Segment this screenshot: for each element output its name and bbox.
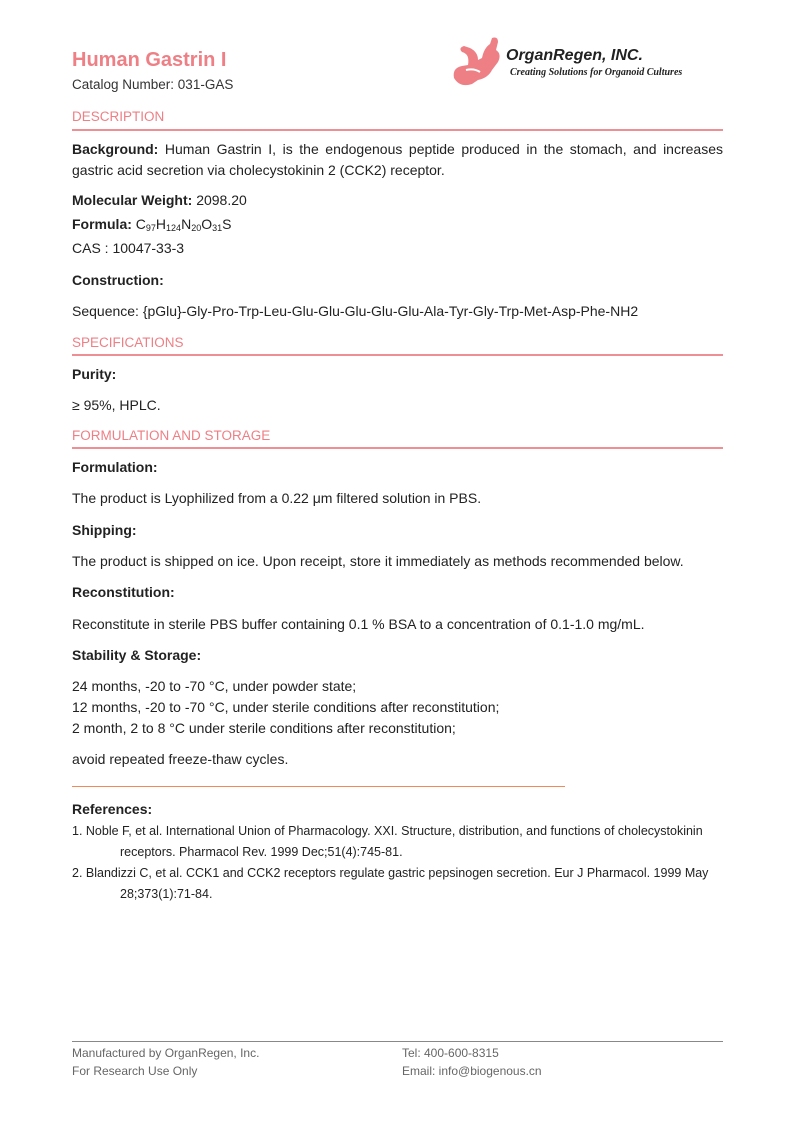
stability-line: 2 month, 2 to 8 °C under sterile conditions after reconstitution; bbox=[72, 720, 456, 736]
sequence: Sequence: {pGlu}-Gly-Pro-Trp-Leu-Glu-Glu-Glu-Glu-Glu-Ala-Tyr-Gly-Trp-Met-Asp-Phe-NH2 bbox=[72, 303, 639, 319]
section-heading-specifications: SPECIFICATIONS bbox=[72, 335, 184, 350]
company-logo bbox=[448, 34, 728, 90]
background-paragraph bbox=[72, 139, 723, 181]
background-text: Human Gastrin I, is the endogenous peptide produced in the stomach, and increases gastric acid secretion via cholecystokinin 2 (CCK2) receptor. bbox=[72, 141, 723, 178]
purity-label: Purity: bbox=[72, 366, 117, 382]
product-title: Human Gastrin I bbox=[72, 49, 227, 71]
section-divider bbox=[72, 447, 723, 449]
formula bbox=[72, 214, 723, 235]
construction-label: Construction: bbox=[72, 272, 164, 288]
stability-line: 24 months, -20 to -70 °C, under powder state; bbox=[72, 678, 357, 694]
footer-divider bbox=[72, 1041, 723, 1042]
section-divider bbox=[72, 129, 723, 131]
background-label: Background: bbox=[72, 141, 159, 157]
formulation-text: The product is Lyophilized from a 0.22 μm filtered solution in PBS. bbox=[72, 490, 482, 506]
section-heading-description: DESCRIPTION bbox=[72, 109, 165, 124]
footer-email[interactable]: Email: info@biogenous.cn bbox=[402, 1064, 542, 1078]
purity-value: ≥ 95%, HPLC. bbox=[72, 397, 161, 413]
footer-research-only: For Research Use Only bbox=[72, 1064, 198, 1078]
cas-number: CAS : 10047-33-3 bbox=[72, 240, 185, 256]
reference-item: 1. Noble F, et al. International Union of Pharmacology. XXI. Structure, distribution, and functions of cholecystokinin receptors. Pharmacol Rev. 1999 Dec;51(4):745-81. bbox=[72, 824, 703, 859]
molecular-weight bbox=[72, 190, 723, 211]
stability-note: avoid repeated freeze-thaw cycles. bbox=[72, 751, 289, 767]
footer-left bbox=[72, 1044, 259, 1080]
company-tagline: Creating Solutions for Organoid Cultures bbox=[510, 67, 683, 78]
references-divider bbox=[72, 786, 565, 787]
formulation-label: Formulation: bbox=[72, 459, 158, 475]
reconstitution-label: Reconstitution: bbox=[72, 584, 175, 600]
shipping-label: Shipping: bbox=[72, 522, 137, 538]
formula-value: $C_{97}H_{124}N_{20}O_{31}S$ bbox=[135, 216, 232, 233]
reference-item: 2. Blandizzi C, et al. CCK1 and CCK2 receptors regulate gastric pepsinogen secretion. Eur J Pharmacol. 1999 May 28;373(1):71-84. bbox=[72, 866, 709, 901]
formula-label: Formula: bbox=[72, 216, 132, 232]
footer-tel: Tel: 400-600-8315 bbox=[402, 1046, 499, 1060]
molecular-weight-value: 2098.20 bbox=[192, 192, 247, 208]
references-heading: References: bbox=[72, 801, 153, 817]
company-name: OrganRegen, INC. bbox=[506, 47, 643, 64]
catalog-number: Catalog Number: 031-GAS bbox=[72, 77, 234, 92]
stability-line: 12 months, -20 to -70 °C, under sterile conditions after reconstitution; bbox=[72, 699, 500, 715]
footer-manufacturer: Manufactured by OrganRegen, Inc. bbox=[72, 1046, 260, 1060]
footer-right bbox=[402, 1044, 542, 1080]
molecular-weight-label: Molecular Weight: bbox=[72, 192, 193, 208]
section-heading-formulation: FORMULATION AND STORAGE bbox=[72, 428, 271, 443]
section-divider bbox=[72, 354, 723, 356]
shipping-text: The product is shipped on ice. Upon receipt, store it immediately as methods recommended below. bbox=[72, 553, 684, 569]
reconstitution-text: Reconstitute in sterile PBS buffer containing 0.1 % BSA to a concentration of 0.1-1.0 mg/mL. bbox=[72, 616, 645, 632]
organoid-logo-icon bbox=[448, 34, 504, 90]
stability-label: Stability & Storage: bbox=[72, 647, 202, 663]
